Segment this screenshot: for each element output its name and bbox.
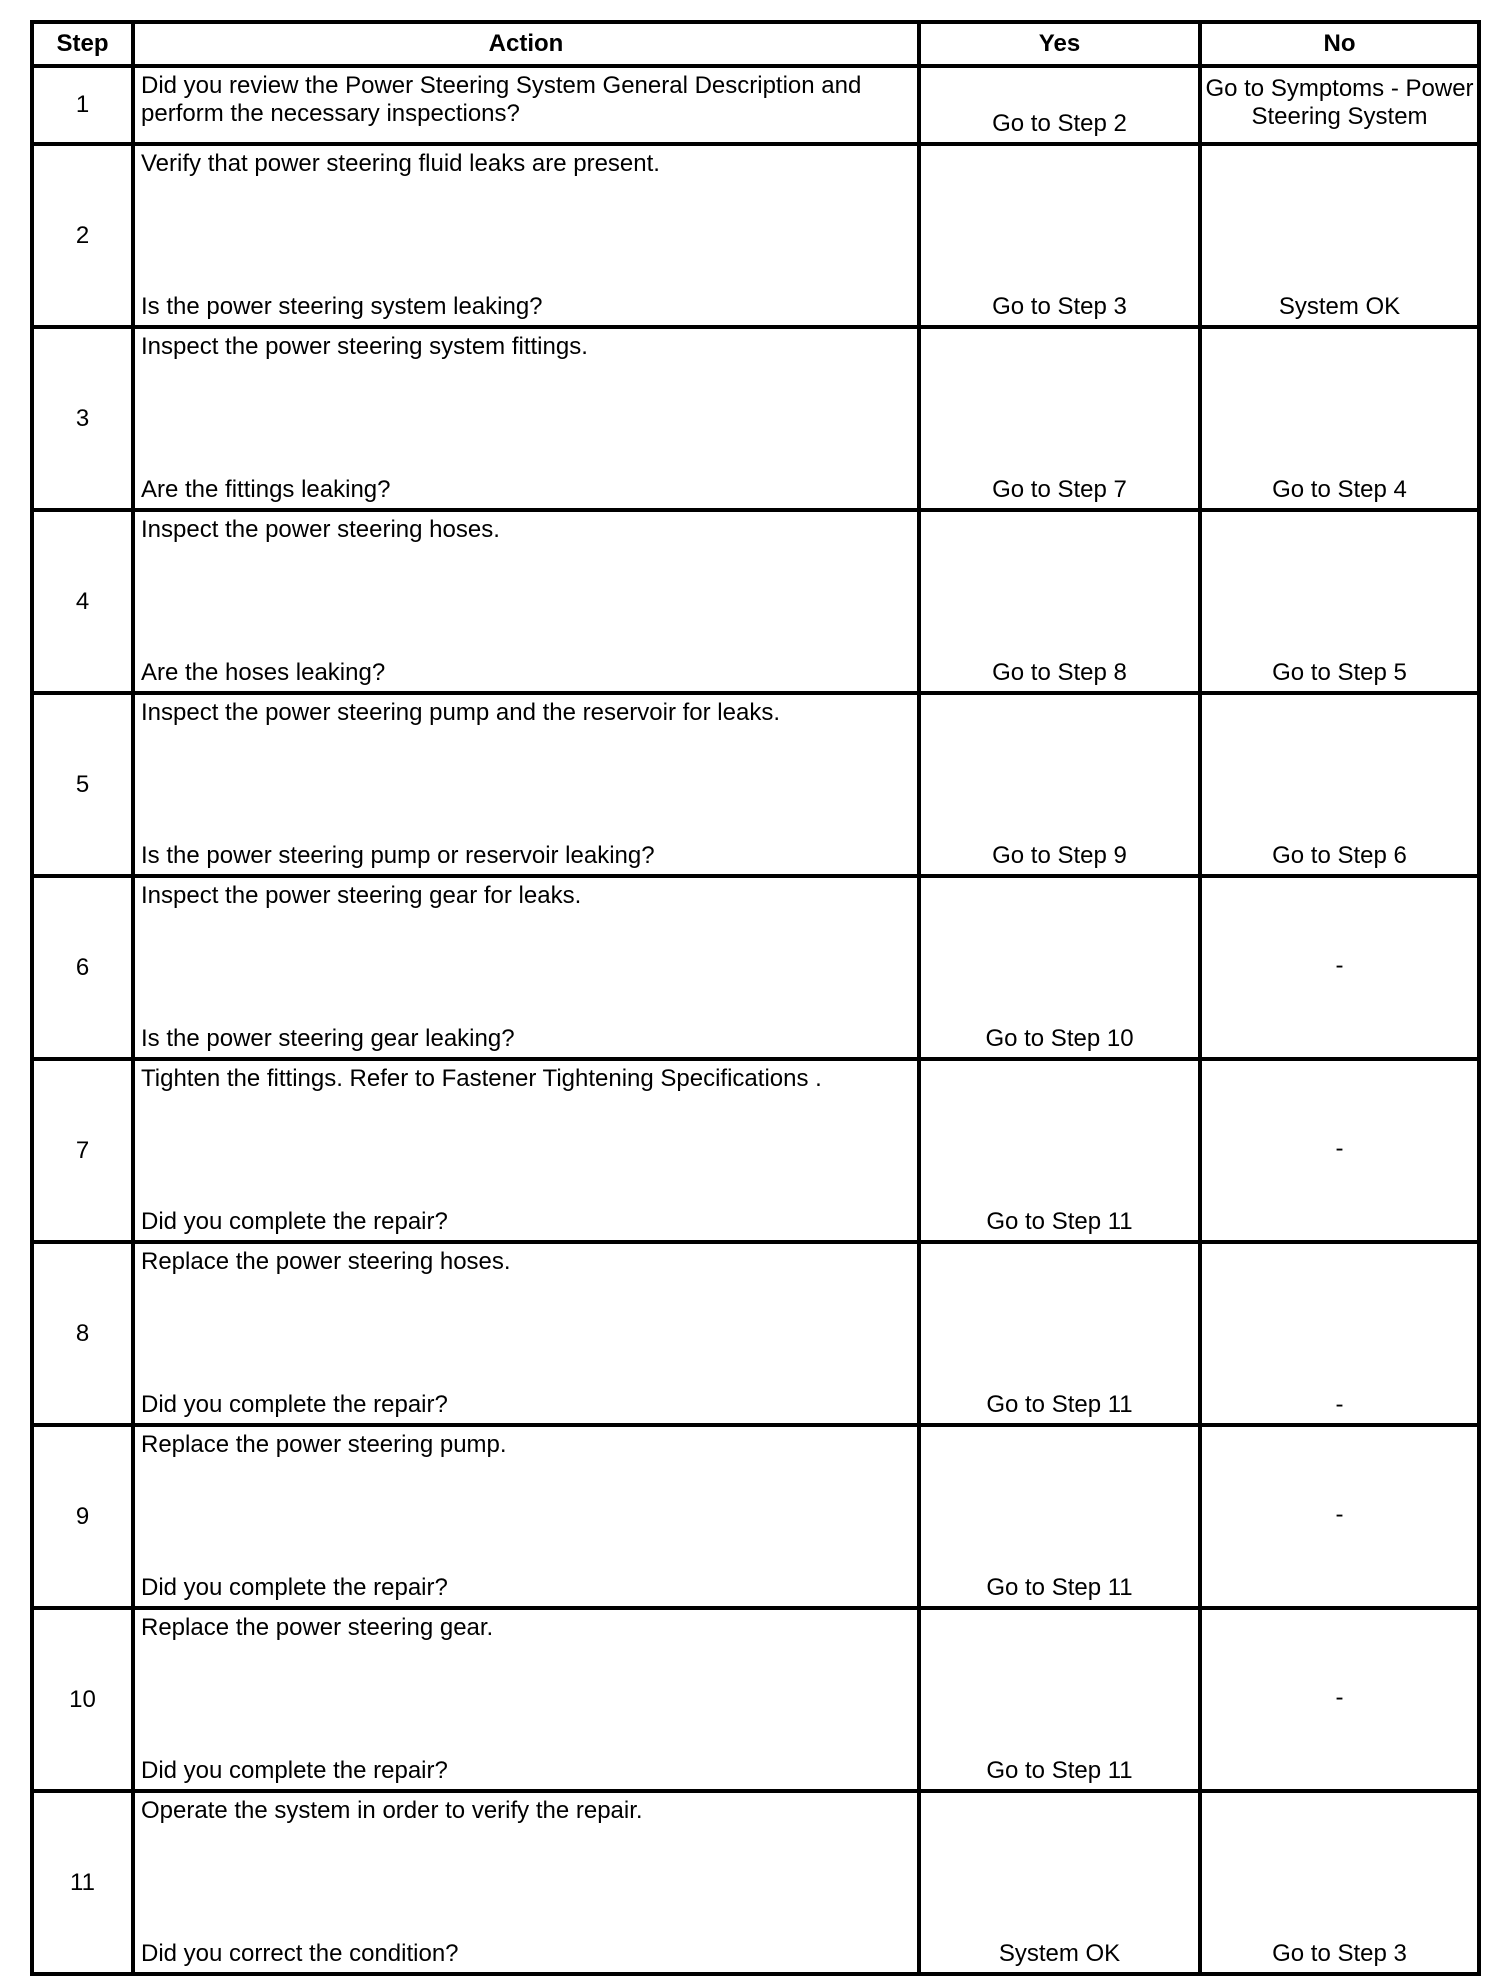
yes-result: Go to Step 8 xyxy=(919,510,1200,693)
no-result: - xyxy=(1200,1608,1479,1791)
no-result: - xyxy=(1200,876,1479,1059)
action-question: Did you complete the repair? xyxy=(141,1391,448,1418)
no-result: - xyxy=(1200,1242,1479,1425)
action-question: Is the power steering system leaking? xyxy=(141,293,543,320)
yes-result: Go to Step 11 xyxy=(919,1608,1200,1791)
yes-result: Go to Step 10 xyxy=(919,876,1200,1059)
table-row xyxy=(32,144,1479,327)
action-cell xyxy=(133,66,919,144)
step-number: 8 xyxy=(32,1242,133,1425)
action-cell xyxy=(133,1059,919,1242)
header-no: No xyxy=(1200,22,1479,66)
action-instruction: Inspect the power steering system fittings. xyxy=(141,333,588,360)
action-instruction: Replace the power steering gear. xyxy=(141,1614,494,1641)
action-cell xyxy=(133,327,919,510)
header-action: Action xyxy=(133,22,919,66)
action-instruction: Did you review the Power Steering System General Description and perform the necessary inspections? xyxy=(141,72,862,127)
action-instruction: Inspect the power steering hoses. xyxy=(141,516,500,543)
action-question: Did you complete the repair? xyxy=(141,1757,448,1784)
action-question: Are the hoses leaking? xyxy=(141,659,386,686)
no-result: Go to Step 6 xyxy=(1200,693,1479,876)
action-question: Did you complete the repair? xyxy=(141,1574,448,1601)
action-cell xyxy=(133,1242,919,1425)
action-instruction: Inspect the power steering gear for leaks. xyxy=(141,882,582,909)
step-number: 5 xyxy=(32,693,133,876)
yes-result: Go to Step 11 xyxy=(919,1059,1200,1242)
action-cell xyxy=(133,144,919,327)
header-yes: Yes xyxy=(919,22,1200,66)
action-question: Did you complete the repair? xyxy=(141,1208,448,1235)
action-cell xyxy=(133,510,919,693)
yes-result: Go to Step 2 xyxy=(919,66,1200,144)
table-row xyxy=(32,1791,1479,1974)
yes-result: Go to Step 11 xyxy=(919,1425,1200,1608)
no-result: Go to Symptoms - Power Steering System xyxy=(1200,66,1479,144)
step-number: 6 xyxy=(32,876,133,1059)
header-step: Step xyxy=(32,22,133,66)
table-row xyxy=(32,1059,1479,1242)
action-question: Are the fittings leaking? xyxy=(141,476,391,503)
action-instruction: Verify that power steering fluid leaks are present. xyxy=(141,150,660,177)
action-question: Is the power steering gear leaking? xyxy=(141,1025,515,1052)
no-result: Go to Step 3 xyxy=(1200,1791,1479,1974)
action-question: Did you correct the condition? xyxy=(141,1940,459,1967)
diagnostic-table xyxy=(30,20,1481,1976)
action-cell xyxy=(133,1425,919,1608)
no-result: System OK xyxy=(1200,144,1479,327)
action-cell xyxy=(133,693,919,876)
no-result: - xyxy=(1200,1059,1479,1242)
no-result: Go to Step 5 xyxy=(1200,510,1479,693)
yes-result: Go to Step 3 xyxy=(919,144,1200,327)
table-row xyxy=(32,327,1479,510)
step-number: 9 xyxy=(32,1425,133,1608)
action-cell xyxy=(133,876,919,1059)
yes-result: Go to Step 9 xyxy=(919,693,1200,876)
table-row xyxy=(32,876,1479,1059)
yes-result: Go to Step 11 xyxy=(919,1242,1200,1425)
step-number: 11 xyxy=(32,1791,133,1974)
action-cell xyxy=(133,1608,919,1791)
action-instruction: Operate the system in order to verify the repair. xyxy=(141,1797,643,1824)
table-row xyxy=(32,1242,1479,1425)
no-result: - xyxy=(1200,1425,1479,1608)
action-question: Is the power steering pump or reservoir leaking? xyxy=(141,842,655,869)
step-number: 2 xyxy=(32,144,133,327)
no-result: Go to Step 4 xyxy=(1200,327,1479,510)
step-number: 3 xyxy=(32,327,133,510)
action-instruction: Tighten the fittings. Refer to Fastener Tightening Specifications . xyxy=(141,1065,822,1092)
yes-result: System OK xyxy=(919,1791,1200,1974)
table-row xyxy=(32,693,1479,876)
action-cell xyxy=(133,1791,919,1974)
table-row xyxy=(32,510,1479,693)
table-row xyxy=(32,1608,1479,1791)
action-instruction: Replace the power steering pump. xyxy=(141,1431,507,1458)
header-row xyxy=(32,22,1479,66)
table-row xyxy=(32,1425,1479,1608)
step-number: 4 xyxy=(32,510,133,693)
action-instruction: Inspect the power steering pump and the reservoir for leaks. xyxy=(141,699,780,726)
step-number: 10 xyxy=(32,1608,133,1791)
yes-result: Go to Step 7 xyxy=(919,327,1200,510)
step-number: 7 xyxy=(32,1059,133,1242)
action-instruction: Replace the power steering hoses. xyxy=(141,1248,511,1275)
table-row xyxy=(32,66,1479,144)
step-number: 1 xyxy=(32,66,133,144)
